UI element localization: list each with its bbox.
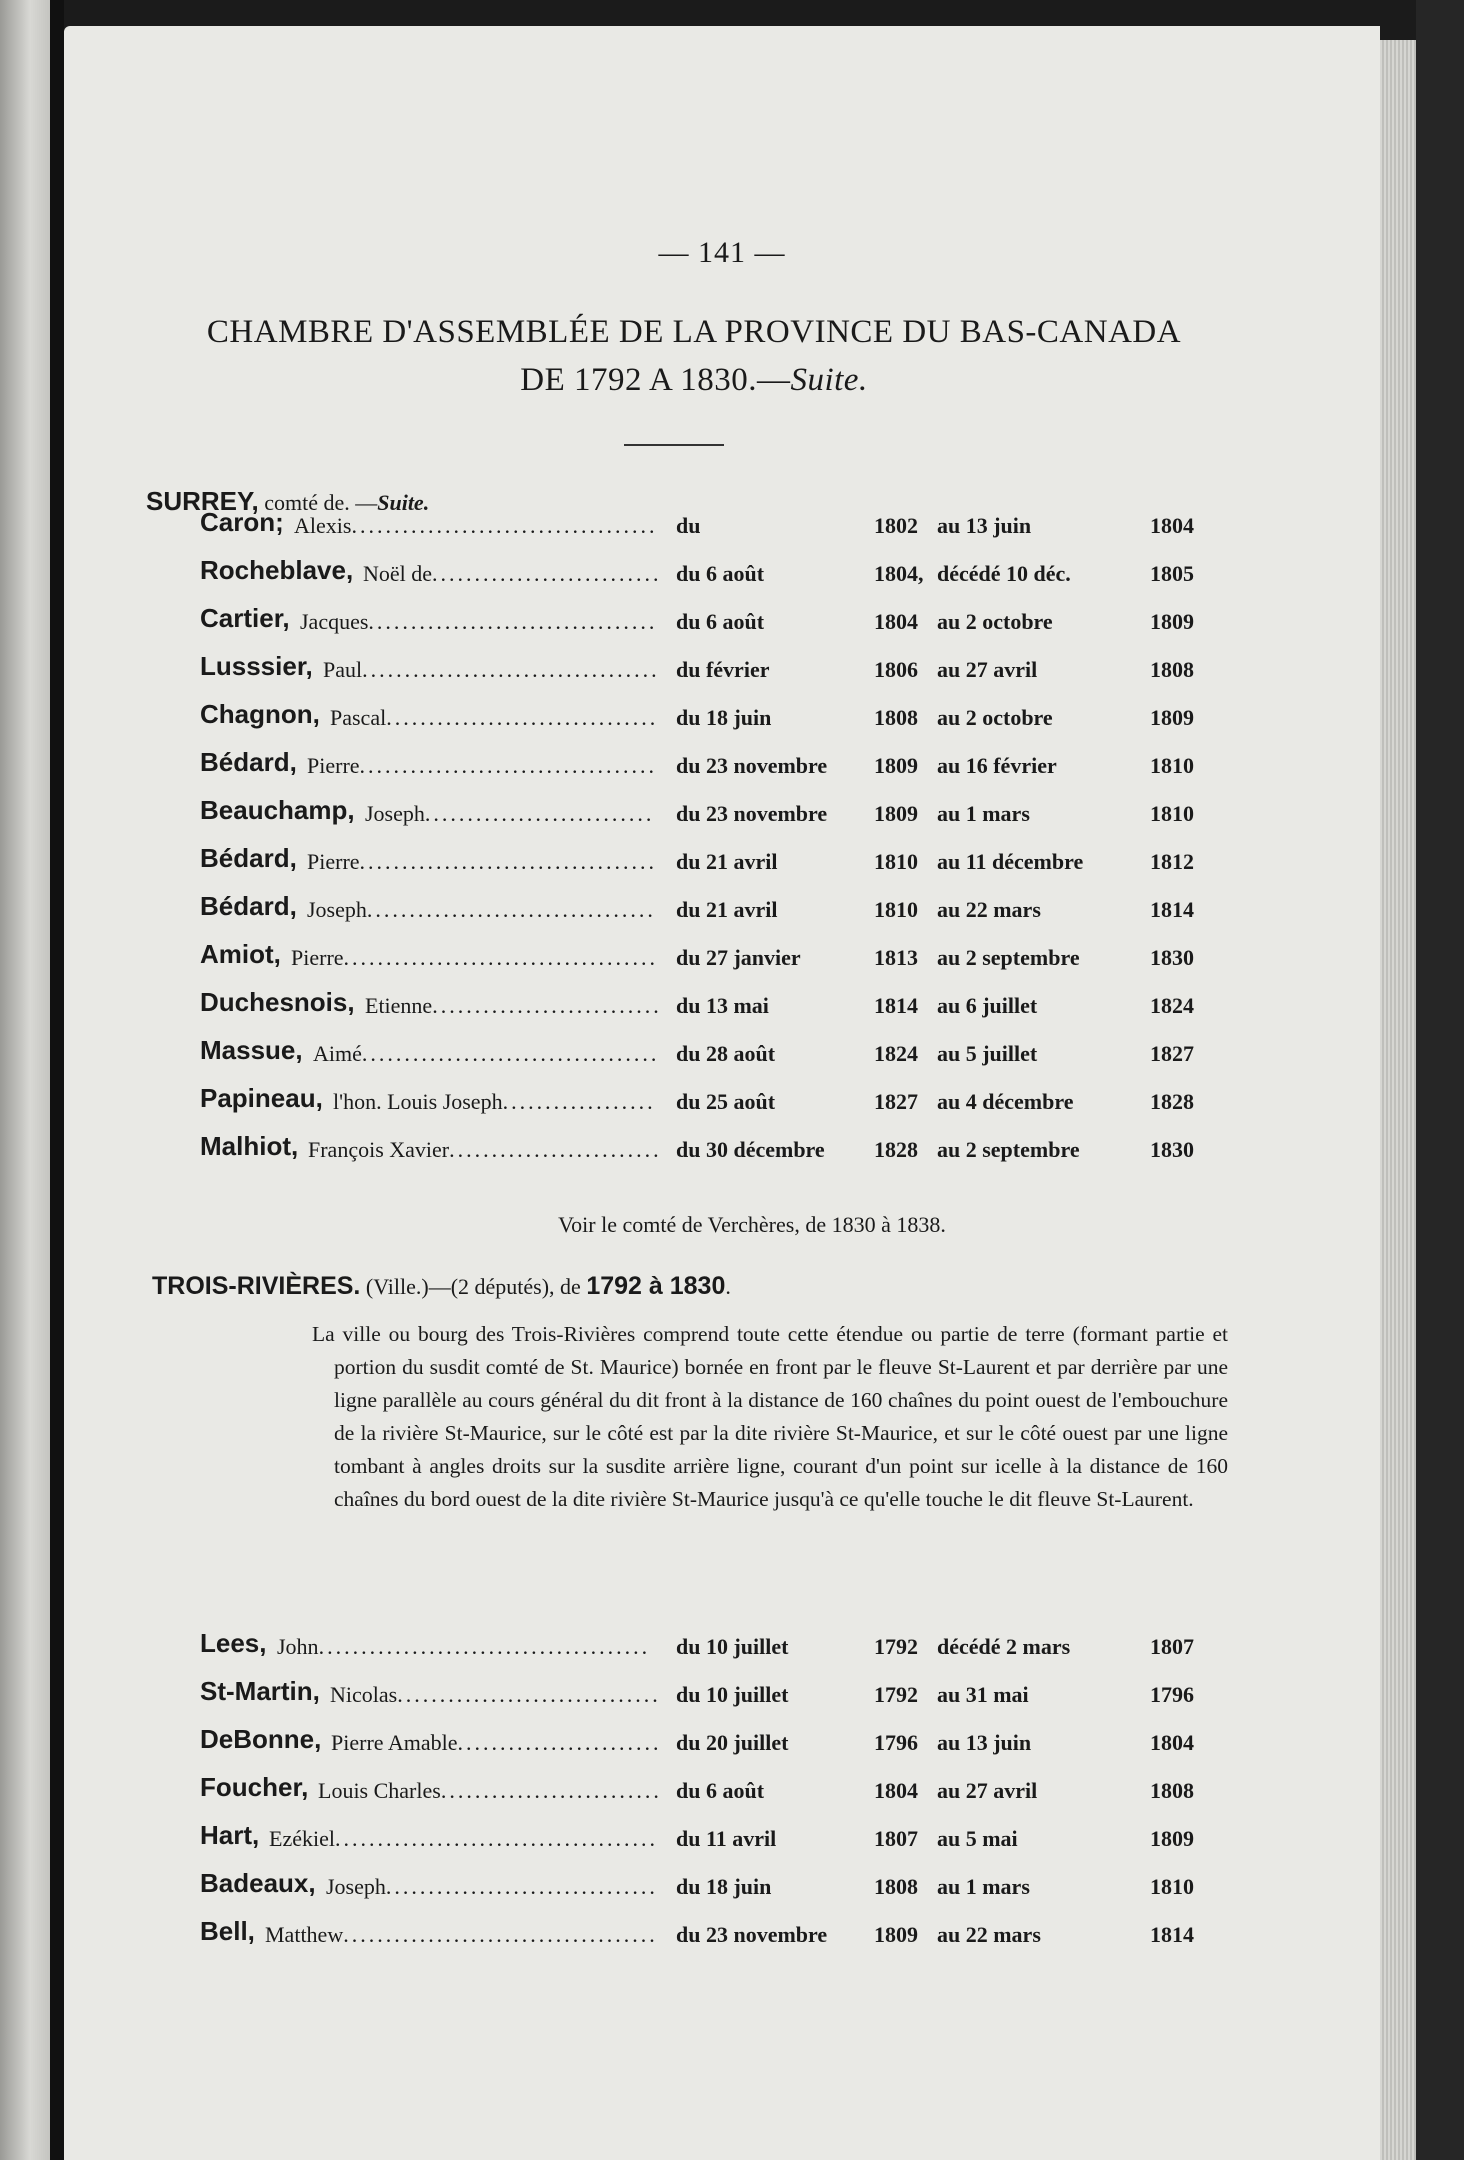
term-start-year: 1827 (874, 1089, 918, 1114)
trois-rivieres-description: La ville ou bourg des Trois-Rivières comprend toute cette étendue ou partie de terre (formant partie et portion du susdit comté de St. Maurice) bornée en front par le fleuve St-Laurent et par derrière par une ligne parallèle au cours général du dit front à la distance de 160 chaînes du point ouest de l'embouchure de la rivière St-Maurice, sur le côté est par la dite rivière St-Maurice, et sur le côté ouest par une ligne tombant à angles droits sur la susdite arrière ligne, courant d'un point sur icelle à la distance de 160 chaînes du bord ouest de la dite rivière St-Maurice jusqu'à ce qu'elle touche le dit fleuve St-Laurent. (312, 1322, 1228, 1511)
member-given-name: Joseph................................ (326, 1874, 658, 1899)
member-row (64, 649, 1380, 689)
member-given-name: Alexis.................................... (294, 513, 658, 538)
trois-rivieres-heading (152, 1272, 731, 1301)
member-row (64, 937, 1380, 977)
member-surname: Foucher, (200, 1772, 309, 1802)
member-given-name: Ezékiel...................................... (269, 1826, 658, 1851)
member-given-name: Pascal................................ (330, 705, 659, 730)
heading-line-1: CHAMBRE D'ASSEMBLÉE DE LA PROVINCE DU BAS-CANADA (206, 314, 1182, 350)
term-start: du 20 juillet (676, 1730, 789, 1755)
term-start: du 23 novembre (676, 753, 828, 778)
term-end-year: 1808 (1150, 1778, 1194, 1803)
member-given-name: Etienne........................... (365, 993, 662, 1018)
term-end-year: 1809 (1150, 1826, 1194, 1851)
member-surname: Badeaux, (200, 1868, 316, 1898)
term-start-year: 1807 (874, 1826, 918, 1851)
term-end-year: 1804 (1150, 1730, 1194, 1755)
member-given-name: Matthew..................................... (265, 1922, 658, 1947)
term-end: au 27 avril (937, 1778, 1038, 1803)
term-start-year: 1796 (874, 1730, 918, 1755)
term-start-year: 1814 (874, 993, 918, 1018)
term-start-year: 1808 (874, 705, 918, 730)
term-end-year: 1807 (1150, 1634, 1194, 1659)
heading-divider (624, 444, 724, 446)
term-start: du 6 août (676, 1778, 765, 1803)
book-gutter (50, 0, 64, 2160)
member-given-name: Aimé................................... (313, 1041, 660, 1066)
page-number: — 141 — (658, 236, 786, 269)
member-surname: Bédard, (200, 843, 297, 873)
term-end: au 13 juin (937, 513, 1032, 538)
term-start-year: 1809 (874, 1922, 918, 1947)
member-row (64, 1722, 1380, 1762)
term-start-year: 1809 (874, 753, 918, 778)
surrey-note: Voir le comté de Verchères, de 1830 à 1838. (558, 1212, 946, 1237)
term-start: du 10 juillet (676, 1634, 789, 1659)
term-end: au 2 septembre (937, 945, 1080, 970)
term-start: du 11 avril (676, 1826, 777, 1851)
term-end: au 22 mars (937, 897, 1041, 922)
heading-dates: DE 1792 A 1830.— (520, 362, 791, 398)
member-given-name: Joseph.................................. (307, 897, 656, 922)
term-start-year: 1804 (874, 609, 918, 634)
member-row (64, 841, 1380, 881)
member-given-name: Noël de........................... (363, 561, 662, 586)
member-row (64, 553, 1380, 593)
member-row (64, 1674, 1380, 1714)
term-start: du (676, 513, 701, 538)
member-surname: Lusssier, (200, 651, 313, 681)
term-start: du 28 août (676, 1041, 776, 1066)
surrey-label: comté de. — (258, 490, 378, 515)
member-row (64, 1129, 1380, 1169)
term-start-year: 1809 (874, 801, 918, 826)
term-end-year: 1830 (1150, 1137, 1194, 1162)
term-end: au 5 juillet (937, 1041, 1038, 1066)
term-end: au 4 décembre (937, 1089, 1074, 1114)
member-given-name: François Xavier......................... (308, 1137, 662, 1162)
left-page-edge (0, 0, 50, 2160)
term-end: au 6 juillet (937, 993, 1038, 1018)
member-given-name: Pierre..................................... (291, 945, 659, 970)
term-start: du 27 janvier (676, 945, 801, 970)
member-given-name: Pierre Amable........................ (331, 1730, 662, 1755)
term-end-year: 1804 (1150, 513, 1194, 538)
term-start: du 25 août (676, 1089, 776, 1114)
term-start-year: 1828 (874, 1137, 918, 1162)
term-end: au 2 septembre (937, 1137, 1080, 1162)
member-surname: DeBonne, (200, 1724, 322, 1754)
book-page (64, 26, 1380, 2160)
member-surname: Hart, (200, 1820, 260, 1850)
member-row (64, 697, 1380, 737)
term-start-year: 1808 (874, 1874, 918, 1899)
member-given-name: Nicolas............................... (330, 1682, 661, 1707)
term-start: du 21 avril (676, 897, 778, 922)
member-given-name: John....................................... (277, 1634, 651, 1659)
term-start-year: 1824 (874, 1041, 918, 1066)
term-end: au 2 octobre (937, 609, 1053, 634)
member-row (64, 889, 1380, 929)
term-end-year: 1828 (1150, 1089, 1194, 1114)
member-row (64, 745, 1380, 785)
term-end: au 27 avril (937, 657, 1038, 682)
term-end: décédé 2 mars (937, 1634, 1071, 1659)
term-start-year: 1804 (874, 1778, 918, 1803)
member-surname: St-Martin, (200, 1676, 320, 1706)
member-given-name: Pierre................................... (307, 849, 658, 874)
term-start: du 10 juillet (676, 1682, 789, 1707)
term-end: au 31 mai (937, 1682, 1029, 1707)
member-surname: Caron; (200, 507, 284, 537)
heading-suite: Suite. (790, 362, 868, 398)
heading-line-2 (144, 356, 1244, 404)
member-given-name: Joseph........................... (365, 801, 655, 826)
member-row (64, 1081, 1380, 1121)
member-surname: Amiot, (200, 939, 281, 969)
surrey-name: SURREY, (146, 486, 259, 516)
member-row (64, 1914, 1380, 1954)
term-end: au 13 juin (937, 1730, 1032, 1755)
member-row (64, 601, 1380, 641)
term-end-year: 1810 (1150, 1874, 1194, 1899)
member-surname: Lees, (200, 1628, 267, 1658)
term-end: au 5 mai (937, 1826, 1018, 1851)
term-start-year: 1813 (874, 945, 918, 970)
trois-rivieres-name: TROIS-RIVIÈRES. (152, 1272, 361, 1300)
member-given-name: l'hon. Louis Joseph.................. (333, 1089, 656, 1114)
term-end: au 1 mars (937, 801, 1030, 826)
term-end-year: 1814 (1150, 1922, 1194, 1947)
term-start: du 18 juin (676, 1874, 772, 1899)
member-row (64, 505, 1380, 545)
member-surname: Cartier, (200, 603, 290, 633)
member-given-name: Louis Charles.......................... (318, 1778, 662, 1803)
term-start-year: 1802 (874, 513, 918, 538)
member-surname: Bédard, (200, 891, 297, 921)
term-start: du 6 août (676, 561, 765, 586)
member-surname: Chagnon, (200, 699, 320, 729)
term-start: du 13 mai (676, 993, 769, 1018)
term-end-year: 1810 (1150, 801, 1194, 826)
term-start-year: 1810 (874, 849, 918, 874)
member-surname: Massue, (200, 1035, 303, 1065)
term-end-year: 1808 (1150, 657, 1194, 682)
term-end: décédé 10 déc. (937, 561, 1071, 586)
member-row (64, 1866, 1380, 1906)
term-end-year: 1812 (1150, 849, 1194, 874)
term-start: du février (676, 657, 770, 682)
term-end-year: 1809 (1150, 609, 1194, 634)
term-end-year: 1824 (1150, 993, 1194, 1018)
member-given-name: Jacques.................................. (300, 609, 658, 634)
term-end-year: 1827 (1150, 1041, 1194, 1066)
member-row (64, 1626, 1380, 1666)
member-row (64, 985, 1380, 1025)
term-end-year: 1830 (1150, 945, 1194, 970)
term-start-year: 1804, (874, 561, 924, 586)
term-start: du 6 août (676, 609, 765, 634)
term-end-year: 1796 (1150, 1682, 1194, 1707)
member-surname: Bell, (200, 1916, 255, 1946)
member-surname: Papineau, (200, 1083, 323, 1113)
term-end: au 22 mars (937, 1922, 1041, 1947)
member-surname: Beauchamp, (200, 795, 355, 825)
trois-rivieres-end: . (725, 1274, 731, 1299)
term-start-year: 1810 (874, 897, 918, 922)
term-start-year: 1806 (874, 657, 918, 682)
member-row (64, 793, 1380, 833)
member-surname: Duchesnois, (200, 987, 355, 1017)
surrey-suite: Suite. (377, 490, 430, 515)
member-given-name: Pierre................................... (307, 753, 658, 778)
term-start: du 23 novembre (676, 801, 828, 826)
member-surname: Bédard, (200, 747, 297, 777)
term-end: au 2 octobre (937, 705, 1053, 730)
term-start: du 23 novembre (676, 1922, 828, 1947)
term-start-year: 1792 (874, 1682, 918, 1707)
term-start: du 18 juin (676, 705, 772, 730)
member-row (64, 1770, 1380, 1810)
term-end: au 16 février (937, 753, 1057, 778)
member-given-name: Paul................................... (323, 657, 660, 682)
term-start: du 30 décembre (676, 1137, 825, 1162)
member-surname: Rocheblave, (200, 555, 354, 585)
member-row (64, 1818, 1380, 1858)
trois-rivieres-range: 1792 à 1830 (586, 1272, 726, 1300)
page-heading (144, 308, 1244, 404)
term-start: du 21 avril (676, 849, 778, 874)
term-end-year: 1810 (1150, 753, 1194, 778)
member-surname: Malhiot, (200, 1131, 299, 1161)
scan-background (1416, 0, 1464, 2160)
term-end-year: 1805 (1150, 561, 1194, 586)
trois-rivieres-label: (Ville.)—(2 députés), de (360, 1274, 587, 1299)
term-end: au 11 décembre (937, 849, 1084, 874)
term-end: au 1 mars (937, 1874, 1030, 1899)
term-end-year: 1809 (1150, 705, 1194, 730)
page-stack-edge (1380, 40, 1416, 2160)
member-row (64, 1033, 1380, 1073)
term-start-year: 1792 (874, 1634, 918, 1659)
term-end-year: 1814 (1150, 897, 1194, 922)
